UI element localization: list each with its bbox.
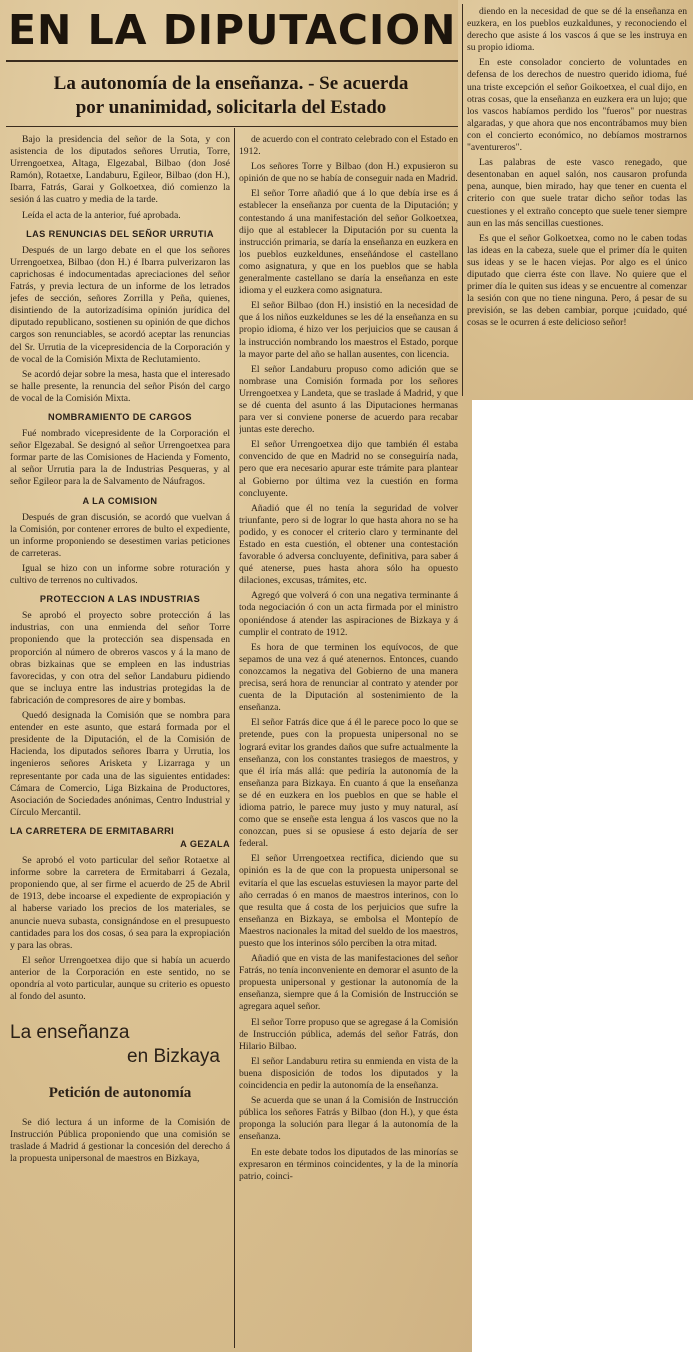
- paragraph: Es hora de que terminen los equívocos, de que sepamos de una vez á qué atenernos. Entonces, cuando conozcamos la negativa del Gobierno de una manera precisa, será hora de renunciar al contrato y atender por cuenta de la Diputación al sostenimiento de la enseñanza.: [239, 641, 458, 714]
- section-heading-comision: A LA COMISION: [82, 495, 158, 506]
- paragraph: diendo en la necesidad de que se dé la enseñanza en euzkera, en los pueblos euzkaldunes, y reconociendo el derecho que asiste á los vascos á que se les instruya en su propio idioma.: [467, 6, 687, 54]
- article-column-2: [239, 134, 458, 1346]
- banner-rule: [6, 60, 458, 62]
- headline: [6, 72, 456, 120]
- headline-rule: [6, 126, 458, 127]
- headline-line-1: La autonomía de la enseñanza. - Se acuerda: [53, 73, 409, 94]
- paragraph: Después de un largo debate en el que los señores Urrengoetxea, Bilbao (don H.) é Ibarra pulverizaron las caprichosas é indocumentadas apreciaciones del señor Fatrás, y previa lectura de un informe de los letrados jefes de sección, señores Zorrilla y Peña, quienes, disintiendo de la autorizadísima opinión jurídica del diputado republicano, sostienen su opinión de que dichos cargos son renunciables, se acordó aceptar las renuncias del Sr. Urrutia de la vicepresidencia de la Corporación y de vocal de la Comisión Mixta de Reclutamiento.: [10, 244, 230, 365]
- paragraph: El señor Urrengoetxea rectifica, diciendo que su opinión es la de que con la propuesta unipersonal se evitaría el que las escuelas estuviesen la mayor parte del año cerradas ó en manos de maestros interinos, con lo que resulta que á costa de los perjuicios que sufre la enseñanza en Bizkaya, se embolsa el Montepío de Maestros nacionales la mitad del sueldo de los maestros, puesto que los interinos sólo perciben la otra mitad.: [239, 853, 458, 949]
- article-column-3: [467, 6, 687, 394]
- paragraph: Leída el acta de la anterior, fué aprobada.: [22, 209, 181, 221]
- paragraph: El señor Torre añadió que á lo que debía irse es á establecer la enseñanza por cuenta de la Diputación; y contestando á una manifestación del señor Golkoetxea, dijo que al establecer la Diputación por su cuenta la instrucción primaria, se daría la enseñanza en euzkera en los pueblos euzkeldunes, enseñándose el castellano como asignatura, y que en los pueblos que se habla generalmente castellano se daría la enseñanza en este idioma y el euzkera como asignatura.: [239, 188, 458, 297]
- column-divider-2: [462, 4, 463, 396]
- paragraph: El señor Landaburu propuso como adición que se nombrase una Comisión formada por los señores Urrengoetxea y Landeta, que se traslade á Madrid, y que se dé cuenta del asunto á las Diputaciones hermanas para ver si conviene ponerse de acuerdo para recabar juntas este derecho.: [239, 363, 458, 436]
- paragraph: Los señores Torre y Bilbao (don H.) expusieron su opinión de que no se había de conseguir nada en Madrid.: [239, 161, 458, 185]
- paragraph: El señor Fatrás dice que á él le parece poco lo que se pretende, pues con la propuesta unipersonal no se logrará evitar los grandes daños que sufre actualmente la enseñanza, con los constantes trasiegos de maestros, y que él iría más allá: que pediría la autonomía de la enseñanza para Bizkaya. En cuanto á que la enseñanza se dé en euzkera en los pueblos en que se hable el idioma patrio, le parece muy justo y muy natural, así como que se enseñe esta lengua á los vascos que no la conozcan, pues si se opusiese á esto dejaría de ser federal.: [239, 717, 458, 850]
- paragraph: Añadió que él no tenía la seguridad de volver triunfante, pero si de lograr lo que hasta ahora no se ha podido, y es conocer el criterio claro y terminante del Estado en esta cuestión, el obtener una contestación favorable ó adversa concluyente, definitiva, para saber á qué atenerse, pues hasta ahora sólo ha opuesto dilaciones, excusas, trámites, etc.: [239, 502, 458, 587]
- article-column-1: [10, 134, 230, 1346]
- paragraph: Después de gran discusión, se acordó que vuelvan á la Comisión, por contener errores de bulto el expediente, un informe proponiendo se desestimen varias peticiones de carreteras.: [10, 511, 230, 559]
- section-heading-renuncias: LAS RENUNCIAS DEL SEÑOR URRUTIA: [26, 228, 214, 239]
- paragraph: Se aprobó el proyecto sobre protección á las industrias, con una enmienda del señor Torre proponiendo que la protección sea dispensada en proporción al número de obreros vascos y á la mano de obras bizkainas que se empleen en las industrias favorecidas, y con otra del señor Landaburu pidiendo que se incluya entre las industrias protegidas la de fabricación de compresores de aire y bombas.: [10, 610, 230, 706]
- paragraph: Se aprobó el voto particular del señor Rotaetxe al informe sobre la carretera de Ermitabarri á Gezala, proponiendo que, al ser firme el acuerdo de 25 de Abril de 1913, debe incoarse el expediente de expropiación y al haberse variado los precios de los materiales, se anuncie nueva subasta, consignándose en el presupuesto cantidades para los dos cosas, ó sea para la expropiación y para las obras.: [10, 855, 230, 951]
- paragraph: Quedó designada la Comisión que se nombra para entender en este asunto, que estará formada por el presidente de la Diputación, el de la Comisión de Hacienda, los diputados señores Ibarra y Urrutia, los ingenieros señores Arisketa y Lizarraga y un representante por cada una de las siguientes entidades: Cámara de Comercio, Liga Bizkaina de Productores, Asociación de Sociedades anónimas, Centro Industrial y Círculo Mercantil.: [10, 710, 230, 818]
- paragraph: Agregó que volverá ó con una negativa terminante á toda negociación ó con un acta firmada por el ministro oponiéndose á atender las aspiraciones de Bizkaya y á cumplir el contrato de 1912.: [239, 590, 458, 638]
- paragraph: Se acuerda que se unan á la Comisión de Instrucción pública los señores Fatrás y Bilbao (don H.), y que ésta proponga la solución para llegar á la autonomía de la enseñanza.: [239, 1095, 458, 1143]
- paragraph: El señor Landaburu retira su enmienda en vista de la buena disposición de todos los diputados y la coincidencia en pedir la autonomía de la enseñanza.: [239, 1055, 458, 1092]
- headline-line-2: por unanimidad, solicitarla del Estado: [75, 97, 387, 118]
- section-heading-carretera-2: A GEZALA: [180, 838, 230, 849]
- paragraph: Igual se hizo con un informe sobre roturación y cultivo de terrenos no cultivados.: [10, 563, 230, 587]
- paragraph: Se dió lectura á un informe de la Comisión de Instrucción Pública proponiendo que una comisión se traslade á Madrid á gestionar la concesión del derecho á la propuesta unipersonal de maestros en Bizkaya,: [10, 1117, 230, 1165]
- paragraph: de acuerdo con el contrato celebrado con el Estado en 1912.: [239, 134, 458, 158]
- section-title-ensenanza: La enseñanza: [10, 1022, 130, 1044]
- paragraph: El señor Urrengoetxea dijo que también él estaba convencido de que en Madrid no se conseguiría nada, pero que era necesario apurar este trámite para plantear al Gobierno por última vez la cuestión en forma concluyente.: [239, 439, 458, 499]
- section-title-bizkaya: en Bizkaya: [127, 1046, 220, 1068]
- paragraph: Las palabras de este vasco renegado, que desentonaban en aquel salón, nos causaron profunda pena, aunque, bien mirado, hay que tener en cuenta el criterio con que suele tratar dicho señor todas las cuestiones y el extraño concepto que suele tener siempre aun en las más sencillas cuestiones.: [467, 157, 687, 229]
- paragraph: Fué nombrado vicepresidente de la Corporación el señor Elgezabal. Se designó al señor Urrengoetxea para formar parte de las Comisiones de Hacienda y Fomento, al señor Urrutia para la de Industrias Pesqueras, y al señor Egileor para la de Salvamento de Náufragos.: [10, 428, 230, 488]
- banner-title: EN LA DIPUTACION: [8, 6, 457, 54]
- column-divider-1: [234, 128, 235, 1348]
- section-heading-nombramiento: NOMBRAMIENTO DE CARGOS: [48, 411, 192, 422]
- paragraph: El señor Torre propuso que se agregase á la Comisión de Instrucción pública, además del señor Fatrás, don Hilario Bilbao.: [239, 1016, 458, 1052]
- paragraph: Se acordó dejar sobre la mesa, hasta que el interesado se halle presente, la renuncia del señor Pisón del cargo de vocal de la Comisión Mixta.: [10, 368, 230, 404]
- section-heading-proteccion: PROTECCION A LAS INDUSTRIAS: [39, 594, 201, 605]
- paragraph: Añadió que en vista de las manifestaciones del señor Fatrás, no tenía inconveniente en demorar el asunto de la propuesta unipersonal y gestionar la autonomía de la enseñanza, siempre que á la Comisión de Instrucción se agregara aquel señor.: [239, 953, 458, 1013]
- paragraph: En este consolador concierto de voluntades en defensa de los derechos de nuestro querido idioma, fué una triste excepción el señor Goikoetxea, el cual dijo, en otras cosas, que la enseñanza en euzkera era un lujo; que los vascos habíamos perdido los "fueros" por nuestras algaradas, y que ahora que nos encontrábamos muy bien con el concierto económico, no debíamos mostrarnos "aventureros".: [467, 57, 687, 154]
- paragraph: En este debate todos los diputados de las minorías se expresaron en términos coincidentes, y la de la minoría patrio, coinci-: [239, 1146, 458, 1182]
- paragraph: Es que el señor Golkoetxea, como no le caben todas las ideas en la cabeza, suele que el primer día le quiten sus ideas y se le hacen viejas. Por algo es el único diputado que cierra éste con llave. No quiere que el primer día le quiten sus ideas y se encuentre al comenzar la sesión con que no tiene ninguna. Pero, á pesar de su previsión, se las deben cambiar, porque ¡cuidado, qué cosas se le ocurren á este delicioso señor!: [467, 232, 687, 329]
- section-subtitle-peticion: Petición de autonomía: [48, 1085, 192, 1102]
- section-heading-carretera: LA CARRETERA DE ERMITABARRI: [10, 825, 175, 836]
- paragraph: El señor Urrengoetxea dijo que si había un acuerdo anterior de la Corporación en este sentido, no se opondría al voto particular, aunque su criterio es opuesto al fondo del asunto.: [10, 954, 230, 1003]
- paragraph: Bajo la presidencia del señor de la Sota, y con asistencia de los diputados señores Urrutia, Torre, Urrengoetxea, Altaga, Elgezabal, Bilbao (don José Ramón), Rotaetxe, Landaburu, Egileor, Bilbao (don H.), Ibarra, Fatrás, Garai y Golkoetxea, dió comienzo la sesión á las cuatro y media de la tarde.: [10, 134, 230, 206]
- paragraph: El señor Bilbao (don H.) insistió en la necesidad de que á los niños euzkeldunes se les dé la enseñanza en su propio idioma, é hizo ver los perjuicios que se causan á la instrucción nombrando los maestros el Estado, porque la mayor parte del año se hallan ausentes, con licencia.: [239, 300, 458, 360]
